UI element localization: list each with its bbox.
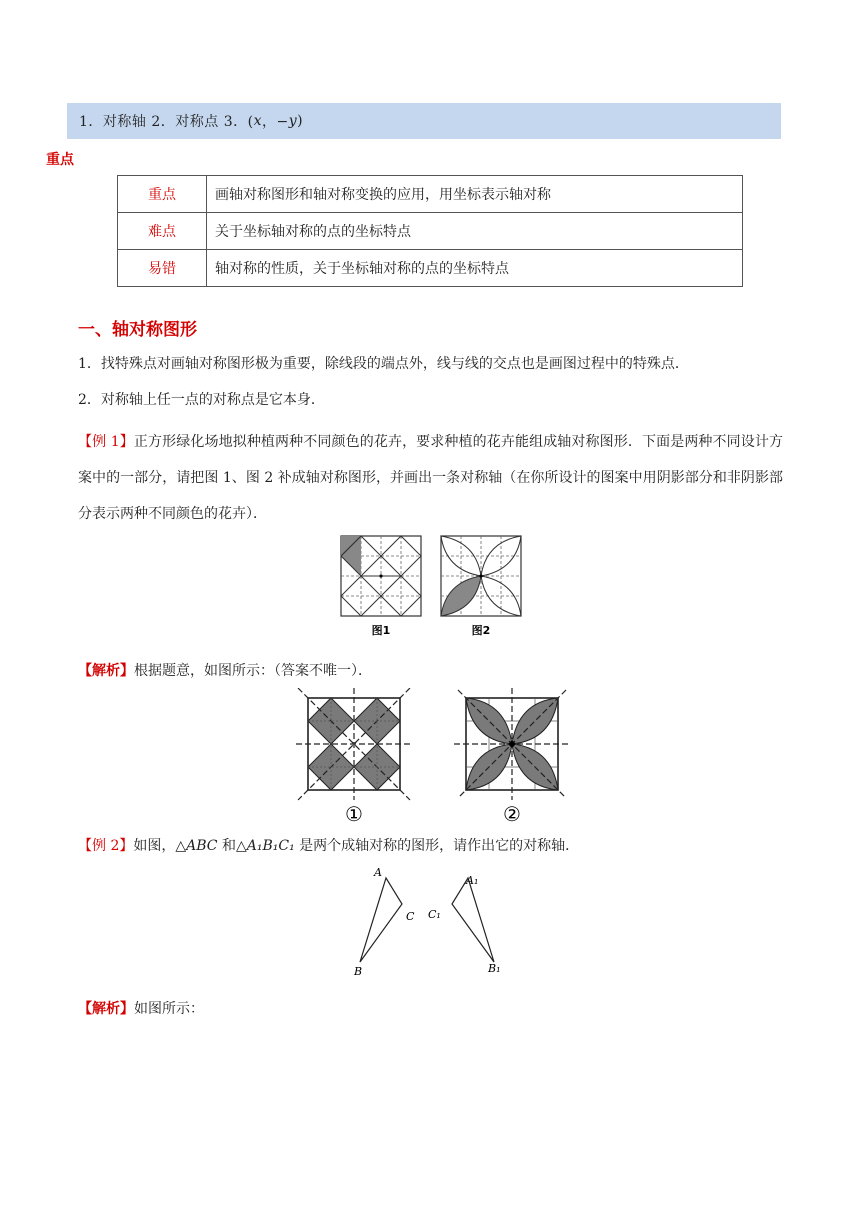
table-row: [118, 250, 743, 287]
example-2-abc: ABC: [186, 838, 218, 854]
figure-2: [441, 536, 521, 616]
answer-y: y: [288, 113, 298, 129]
example-2-text-b: 和△: [217, 838, 247, 854]
analysis-text: 根据题意，如图所示：（答案不唯一）．: [134, 663, 372, 679]
answer-text-a: 1．对称轴 2．对称点 3．(: [79, 114, 254, 130]
label-b: B: [354, 965, 363, 978]
table-value: 画轴对称图形和轴对称变换的应用，用坐标表示轴对称: [207, 176, 743, 213]
section-heading: 一、轴对称图形: [78, 320, 197, 340]
solution-figures: [296, 688, 571, 828]
label-a: A: [374, 866, 382, 879]
example-2-analysis: [78, 1000, 778, 1018]
point-1: 1．找特殊点对画轴对称图形极为重要，除线段的端点外，线与线的交点也是画图过程中的特殊点．: [78, 356, 689, 372]
figure-1-caption: 图1: [371, 624, 391, 637]
label-c: C: [406, 910, 415, 923]
table-row: [118, 176, 743, 213]
figure-2-caption: 图2: [471, 624, 491, 637]
figure-1: [341, 536, 421, 616]
example-2: [78, 837, 778, 855]
answer-end: ): [297, 113, 304, 129]
example-2-a1b1c1: A₁B₁C₁: [246, 838, 295, 854]
example-2-text-c: 是两个成轴对称的图形，请作出它的对称轴．: [294, 838, 580, 854]
example-1: [78, 424, 783, 532]
key-points-table: [117, 175, 743, 287]
solution-2: [454, 688, 570, 826]
solution-1: [296, 688, 412, 826]
table-key: 难点: [118, 213, 207, 250]
analysis-text-2: 如图所示：: [134, 1001, 204, 1017]
example-2-tag: 【例 2】: [78, 838, 134, 854]
solution-1-label: ①: [345, 802, 363, 826]
analysis-tag: 【解析】: [78, 663, 134, 679]
label-a1: A₁: [466, 874, 479, 887]
solution-2-label: ②: [503, 802, 521, 826]
table-row: [118, 213, 743, 250]
label-c1: C₁: [428, 908, 441, 921]
triangles-figure: [348, 862, 508, 980]
point-2: 2．对称轴上任一点的对称点是它本身．: [78, 392, 325, 408]
table-key: 易错: [118, 250, 207, 287]
example-1-tag: 【例 1】: [78, 434, 134, 450]
triangle-abc: [360, 878, 402, 962]
example-1-text: 正方形绿化场地拟种植两种不同颜色的花卉，要求种植的花卉能组成轴对称图形．下面是两种不同设计方案中的一部分，请把图 1、图 2 补成轴对称图形，并画出一条对称轴（在你所设计的图案中用阴影部分和非阴影部分表示两种不同颜色的花卉）．: [78, 434, 783, 522]
answer-x: x: [253, 113, 262, 129]
problem-figures: [336, 532, 526, 640]
table-key: 重点: [118, 176, 207, 213]
triangle-a1b1c1: [452, 878, 494, 962]
label-b1: B₁: [488, 962, 501, 975]
answer-sep: ，−: [262, 114, 289, 130]
table-value: 轴对称的性质，关于坐标轴对称的点的坐标特点: [207, 250, 743, 287]
example-1-analysis: [78, 662, 778, 680]
section-label-key: 重点: [46, 152, 74, 168]
analysis-tag-2: 【解析】: [78, 1001, 134, 1017]
table-value: 关于坐标轴对称的点的坐标特点: [207, 213, 743, 250]
example-2-text-a: 如图，△: [133, 838, 187, 854]
answer-bar: [67, 103, 781, 139]
